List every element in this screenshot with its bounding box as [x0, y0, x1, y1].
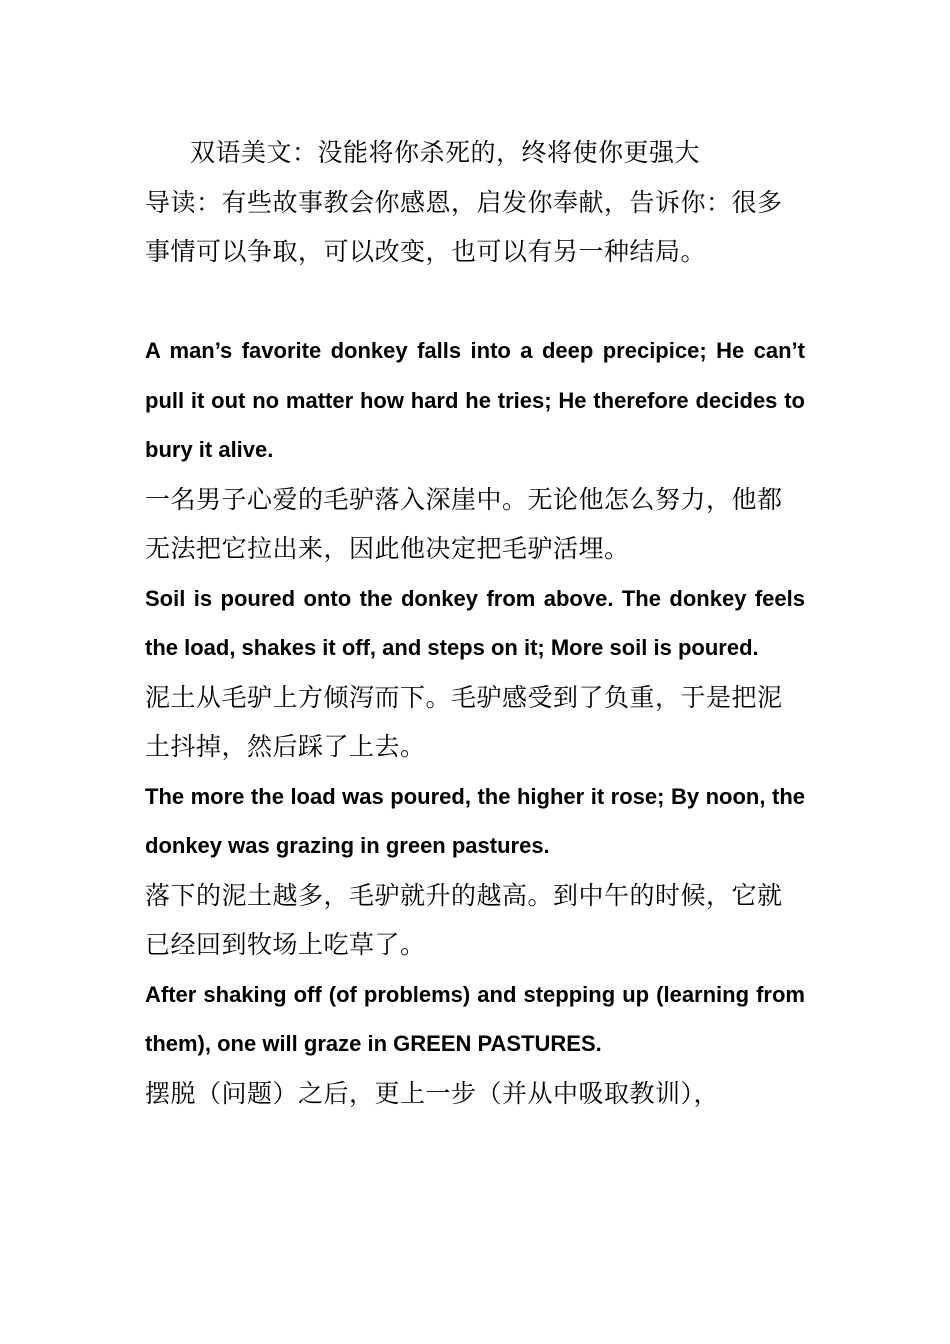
article-title: 双语美文：没能将你杀死的，终将使你更强大	[190, 138, 701, 167]
blank-line	[145, 277, 805, 327]
document-page	[145, 128, 805, 1118]
paragraph-2-en: Soil is poured onto the donkey from above. The donkey feels the load, shakes it off, and steps on it; More soil is poured.	[145, 585, 805, 660]
article-intro: 导读：有些故事教会你感恩，启发你奉献，告诉你：很多事情可以争取，可以改变，也可以有另一种结局。	[145, 187, 783, 266]
paragraph-1-en: A man’s favorite donkey falls into a deep precipice; He can’t pull it out no matter how hard he tries; He therefore decides to bury it alive.	[145, 338, 805, 462]
paragraph-4-en: After shaking off (of problems) and stepping up (learning from them), one will graze in GREEN PASTURES.	[145, 981, 805, 1056]
paragraph-3-zh: 落下的泥土越多，毛驴就升的越高。到中午的时候，它就已经回到牧场上吃草了。	[145, 880, 783, 959]
paragraph-2-zh: 泥土从毛驴上方倾泻而下。毛驴感受到了负重，于是把泥土抖掉，然后踩了上去。	[145, 682, 783, 761]
paragraph-4-zh: 摆脱（问题）之后，更上一步（并从中吸取教训），	[145, 1078, 720, 1108]
paragraph-3-en: The more the load was poured, the higher it rose; By noon, the donkey was grazing in green pastures.	[145, 783, 805, 858]
paragraph-1-zh: 一名男子心爱的毛驴落入深崖中。无论他怎么努力，他都无法把它拉出来，因此他决定把毛驴活埋。	[145, 484, 783, 563]
